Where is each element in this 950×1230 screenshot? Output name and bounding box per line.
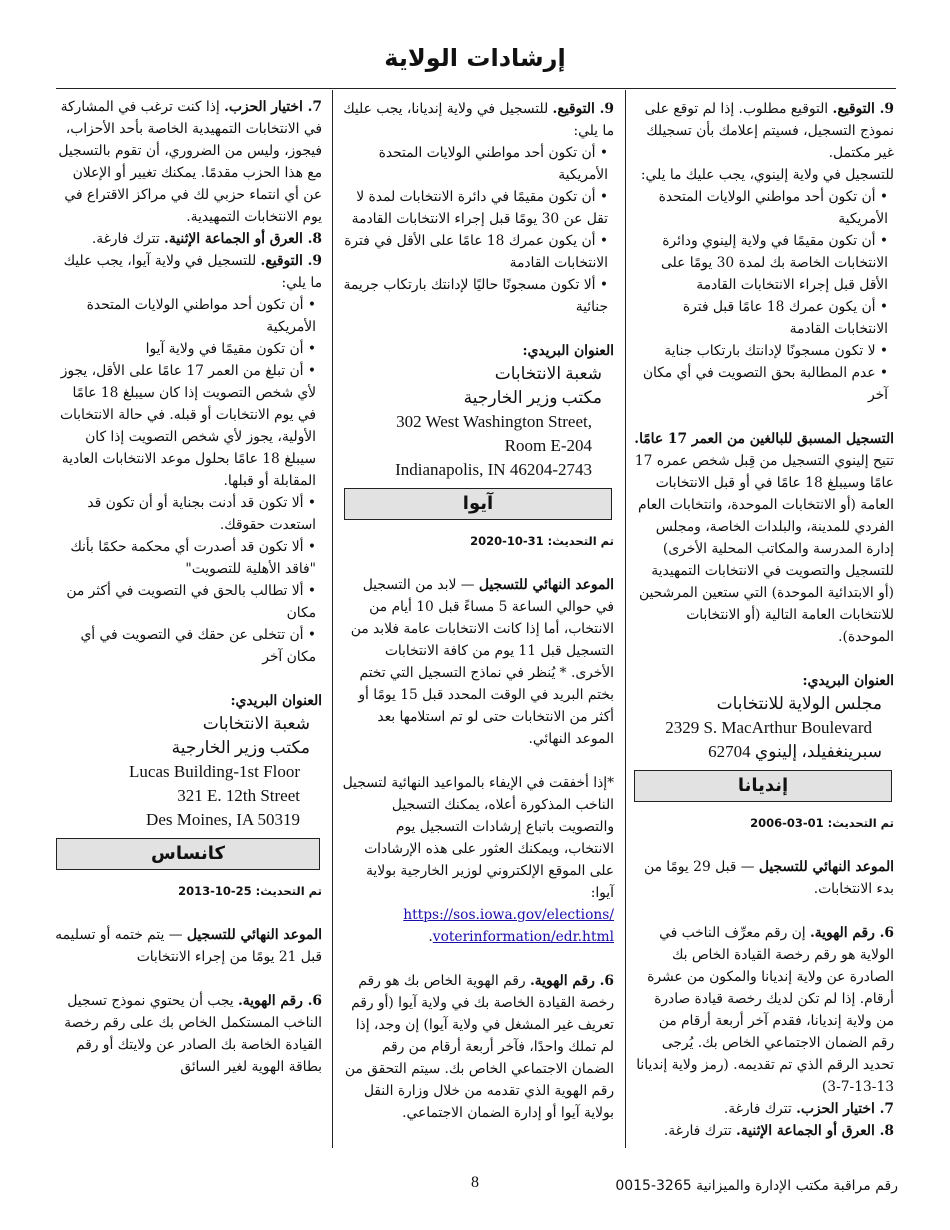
- iowa-mail-line-2: مكتب وزير الخارجية: [171, 738, 310, 757]
- illinois-mail-line-1: مجلس الولاية للانتخابات: [716, 694, 882, 713]
- indiana-item-6: 6. رقم الهوية. إن رقم معرِّف الناخب في الولاية هو رقم رخصة القيادة الخاص بك الصادرة عن ولاية إنديانا والمكون من عشرة أرقام. إذا لم تكن لديك رخصة قيادة صادرة من ولاية إنديانا، فقدم آخر أربعة أرقام من رقم الضمان الاجتماعي الخاص بك. يُرجى تحديد الرقم الذي تم تقديمه. (رمز ولاية إنديانا 13-13-7-3): [636, 925, 894, 1095]
- indiana-mail-line-4: Room E-204: [504, 436, 592, 455]
- illinois-item-9: 9. التوقيع. التوقيع مطلوب. إذا لم توقع على نموذج التسجيل، فسيتم إعلامك بأن تسجيلك غير مكتمل.: [644, 101, 894, 161]
- illinois-mail-line-3: سبرينغفيلد، إلينوي 62704: [708, 742, 882, 761]
- illinois-mail-heading: العنوان البريدي:: [802, 673, 894, 689]
- iowa-footnote: *إذا أخفقت في الإيفاء بالمواعيد النهائية لتسجيل الناخب المذكورة أعلاه، يمكنك التسجيل والتصويت باتباع إرشادات التسجيل يوم الانتخاب، ويمكنك العثور على هذه الإرشادات على الموقع الإلكتروني لوزير الخارجية بولاية آيوا:: [342, 775, 614, 901]
- illinois-requirements-intro: للتسجيل في ولاية إلينوي، يجب عليك ما يلي:: [640, 167, 894, 183]
- column-divider: [625, 90, 626, 1148]
- column-2: [338, 90, 620, 1148]
- iowa-deadline: الموعد النهائي للتسجيل — لابد من التسجيل في حوالي الساعة 5 مساءً قبل 10 أيام من الانتخاب، أما إذا كانت الانتخابات عامة فلابد من التسجيل قبل 11 يوم من كافة الانتخابات الأخرى. * يُنظر في نماذج التسجيل التي تختم بختم البريد في الوقت المحدد قبل 15 يومًا أو أكثر من الانتخابات حتى لو تم استلامها بعد الموعد النهائي.: [350, 577, 614, 747]
- iowa-updated: تم التحديث: 31-10-2020: [470, 534, 614, 548]
- iowa-item-6: 6. رقم الهوية. رقم الهوية الخاص بك هو رقم رخصة القيادة الخاصة بك في ولاية آيوا (أو رقم تعريف غير المشغل في ولاية آيوا) إن وجد، إذا لم تملك واحدًا، فآخر أربعة أرقام من رقم الضمان الاجتماعي الخاص بك. سيتم التحقق من رقم الهوية الذي تقدمه من خلال وزارة النقل بولاية آيوا أو إدارة الضمان الاجتماعي.: [344, 973, 614, 1121]
- indiana-mail-heading: العنوان البريدي:: [522, 343, 614, 359]
- column-3: [50, 90, 328, 1148]
- indiana-updated: تم التحديث: 01-03-2006: [750, 816, 894, 830]
- iowa-req-1: • أن تكون أحد مواطني الولايات المتحدة الأمريكية: [86, 297, 316, 335]
- iowa-req-2: • أن تكون مقيمًا في ولاية آيوا: [145, 341, 316, 357]
- kansas-updated: تم التحديث: 25-10-2013: [178, 884, 322, 898]
- column-divider: [332, 90, 333, 1148]
- illinois-mail-line-2: 2329 S. MacArthur Boulevard: [665, 718, 872, 737]
- illinois-req-2: • أن تكون مقيمًا في ولاية إلينوي ودائرة الانتخابات الخاصة بك لمدة 30 يومًا على الأقل قبل إجراء الانتخابات القادمة: [661, 233, 888, 293]
- indiana-item-8: 8. العرق أو الجماعة الإثنية. تترك فارغة.: [663, 1123, 894, 1139]
- iowa-item-9: 9. التوقيع. للتسجيل في ولاية آيوا، يجب عليك ما يلي:: [63, 253, 322, 291]
- iowa-mail-line-3: Lucas Building-1st Floor: [129, 762, 300, 781]
- column-1: [630, 90, 898, 1148]
- page-title: إرشادات الولاية: [384, 44, 566, 72]
- indiana-mail-line-3: 302 West Washington Street,: [396, 412, 592, 431]
- iowa-mail-line-4: 321 E. 12th Street: [177, 786, 300, 805]
- indiana-item-7: 7. اختيار الحزب. تترك فارغة.: [723, 1101, 894, 1117]
- kansas-item-6: 6. رقم الهوية. يجب أن يحتوي نموذج تسجيل الناخب المستكمل الخاص بك على رقم رخصة القيادة الخاصة بك الصادر عن ولايتك أو رقم بطاقة الهوية لغير السائق: [64, 993, 322, 1075]
- state-header-iowa: آيوا: [344, 488, 612, 520]
- state-header-kansas: كانساس: [56, 838, 320, 870]
- indiana-req-1: • أن تكون أحد مواطني الولايات المتحدة الأمريكية: [378, 145, 608, 183]
- indiana-mail-line-5: Indianapolis, IN 46204-2743: [395, 460, 592, 479]
- iowa-req-5: • ألا تكون قد أصدرت أي محكمة حكمًا بأنك "فاقد الأهلية للتصويت": [70, 539, 316, 577]
- illinois-preregistration: التسجيل المسبق للبالغين من العمر 17 عامًا. تتيح إلينوي التسجيل من قِبل شخص عمره 17 عامًا وسيبلغ 18 عامًا في أو قبل الانتخابات العامة (أو الانتخابات الموحدة، وانتخابات العام الفردي للمدينة، والبلدات الخاصة، ومجلس إدارة المدرسة والمكاتب المحلية الأخرى) للتسجيل والتصويت في الانتخابات التمهيدية (أو الابتدائية الموحدة) التي ستعين المرشحين للانتخابات العامة التالية (أو الانتخابات الموحدة).: [634, 431, 894, 645]
- iowa-link-part-1[interactable]: https://sos.iowa.gov/elections/: [403, 907, 614, 923]
- illinois-req-4: • لا تكون مسجونًا لإدانتك بارتكاب جناية: [664, 343, 888, 359]
- indiana-req-2: • أن تكون مقيمًا في دائرة الانتخابات لمدة لا تقل عن 30 يومًا قبل إجراء الانتخابات القادمة: [351, 189, 608, 227]
- kansas-deadline: الموعد النهائي للتسجيل — يتم ختمه أو تسليمه قبل 21 يومًا من إجراء الانتخابات: [55, 927, 322, 965]
- page-number: 8: [471, 1174, 479, 1191]
- iowa-item-7: 7. اختيار الحزب. إذا كنت ترغب في المشاركة في الانتخابات التمهيدية الخاصة بأحد الأحزاب، فيجوز، وليس من الضروري، أن تقوم بالتسجيل مع هذا الحزب مقدمًا. يمكنك تغيير أو الإعلان عن أي انتماء حزبي لك في مراكز الاقتراع في يوم الانتخابات التمهيدية.: [58, 99, 322, 225]
- indiana-req-3: • أن يكون عمرك 18 عامًا على الأقل في فترة الانتخابات القادمة: [344, 233, 608, 271]
- indiana-deadline: الموعد النهائي للتسجيل — قبل 29 يومًا من بدء الانتخابات.: [643, 859, 894, 897]
- iowa-link-part-2[interactable]: voterinformation/edr.html: [432, 929, 614, 945]
- state-header-indiana: إنديانا: [634, 770, 892, 802]
- indiana-mail-line-1: شعبة الانتخابات: [494, 364, 602, 383]
- iowa-edr-link[interactable]: https://sos.iowa.gov/elections/ voterinformation/edr.html.: [403, 907, 614, 945]
- iowa-mail-line-5: Des Moines, IA 50319: [146, 810, 300, 829]
- iowa-req-6: • ألا تطالب بالحق في التصويت في أكثر من مكان: [66, 583, 316, 621]
- iowa-mail-heading: العنوان البريدي:: [230, 693, 322, 709]
- illinois-req-5: • عدم المطالبة بحق التصويت في أي مكان آخر: [642, 365, 888, 403]
- indiana-req-4: • ألا تكون مسجونًا حاليًا لإدانتك بارتكاب جريمة جنائية: [343, 277, 608, 315]
- illinois-req-3: • أن يكون عمرك 18 عامًا قبل فترة الانتخابات القادمة: [682, 299, 888, 337]
- indiana-mail-line-2: مكتب وزير الخارجية: [463, 388, 602, 407]
- iowa-req-3: • أن تبلغ من العمر 17 عامًا على الأقل، يجوز لأي شخص التصويت إذا كان سيبلغ 18 عامًا في يوم الانتخابات أو قبله. في حالة الانتخابات الأولية، يجوز لأي شخص التصويت إذا كان سيبلغ 18 عامًا بحلول موعد الانتخابات العادية المقابلة أو قبلها.: [59, 363, 316, 489]
- iowa-req-7: • أن تتخلى عن حقك في التصويت في أي مكان آخر: [80, 627, 316, 665]
- iowa-mail-line-1: شعبة الانتخابات: [202, 714, 310, 733]
- iowa-req-4: • ألا تكون قد أدنت بجناية أو أن تكون قد استعدت حقوقك.: [87, 495, 316, 533]
- indiana-item-9: 9. التوقيع. للتسجيل في ولاية إنديانا، يجب عليك ما يلي:: [343, 101, 614, 139]
- header-rule: [56, 88, 896, 89]
- iowa-item-8: 8. العرق أو الجماعة الإثنية. تترك فارغة.: [91, 231, 322, 247]
- illinois-req-1: • أن تكون أحد مواطني الولايات المتحدة الأمريكية: [658, 189, 888, 227]
- omb-control-number: رقم مراقبة مكتب الإدارة والميزانية 3265-0015: [615, 1178, 898, 1194]
